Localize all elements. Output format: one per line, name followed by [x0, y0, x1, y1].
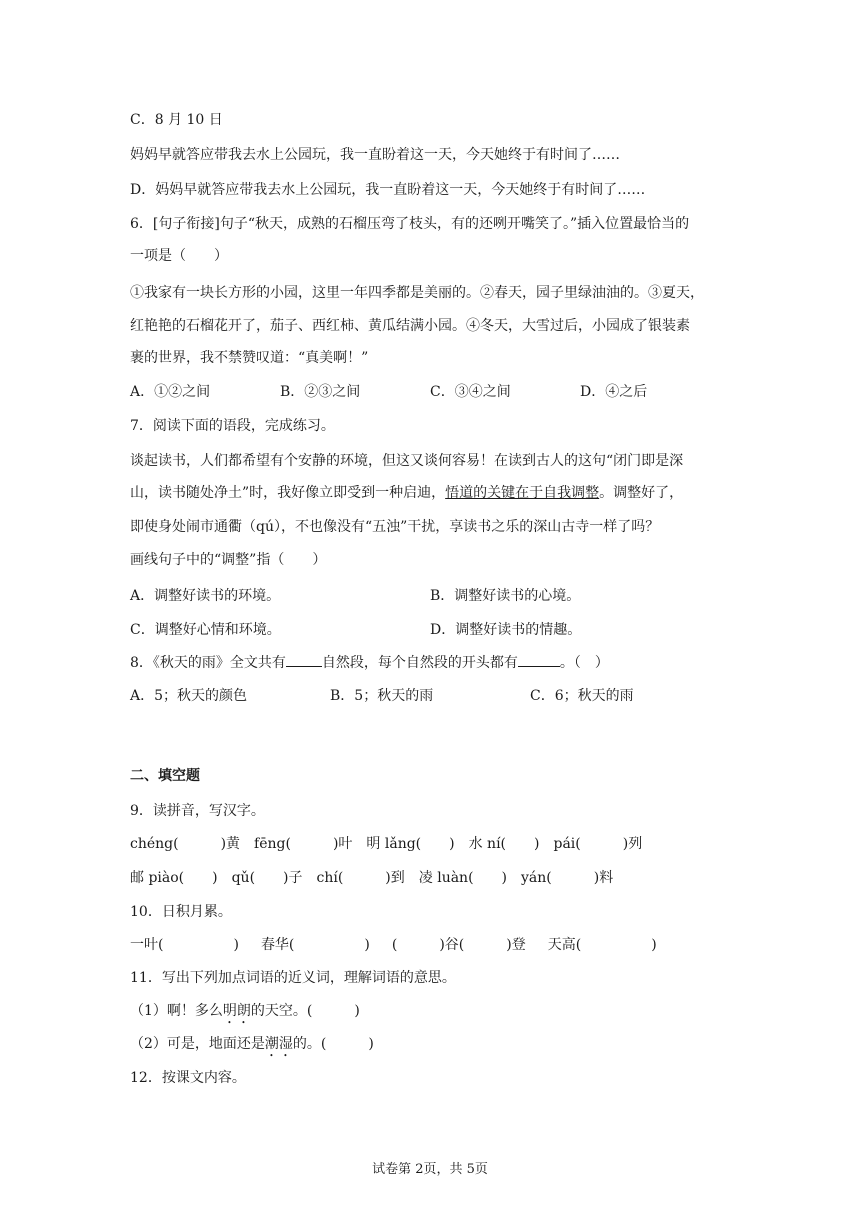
pinyin-item: yán( )料 [521, 870, 614, 886]
pinyin-item: pái( )列 [553, 836, 643, 852]
q6-stem-line2: 一项是（ ） [130, 248, 228, 264]
page-footer: 试卷第 2页，共 5页 [372, 1162, 488, 1177]
q7-option-b: B．调整好读书的心境。 [430, 588, 581, 604]
q6-passage-line1: ①我家有一块长方形的小园，这里一年四季都是美丽的。②春天，园子里绿油油的。③夏天， [130, 285, 704, 301]
pinyin-item: 邮 piào( ) [130, 870, 218, 886]
pinyin-item: qǔ( )子 [231, 870, 303, 886]
q8-option-b: B．5；秋天的雨 [330, 688, 434, 704]
pinyin-item: fēng( )叶 [254, 836, 353, 852]
q7-passage-line2-pre: 山，读书随处净土”时，我好像立即受到一种启迪， [130, 485, 446, 501]
q7-option-a: A．调整好读书的环境。 [130, 588, 281, 604]
q11-item1-pre: （1）啊！多么 [130, 1003, 223, 1019]
q8-stem [130, 652, 609, 673]
q11-stem: 11．写出下列加点词语的近义词，理解词语的意思。 [130, 970, 456, 986]
q7-stem: 7．阅读下面的语段，完成练习。 [130, 418, 335, 434]
q6-option-c: C．③④之间 [430, 384, 511, 400]
q7-passage-line2 [130, 483, 683, 503]
q11-item1 [130, 1001, 360, 1027]
q11-item2-pre: （2）可是，地面还是 [130, 1036, 265, 1052]
q7-question: 画线句子中的“调整”指（ ） [130, 552, 327, 568]
q10-items [130, 935, 671, 955]
pinyin-item: 明 lǎng( ) [366, 836, 455, 852]
pinyin-item: 水 ní( ) [468, 836, 540, 852]
pinyin-item: chéng( )黄 [130, 836, 241, 852]
q11-item1-post: 的天空。( ) [250, 1003, 360, 1019]
q11-dotted-word-2: 潮湿 [264, 1036, 293, 1052]
q6-passage-line2: 红艳艳的石榴花开了，茄子、西红柿、黄瓜结满小园。④冬天，大雪过后，小园成了银装素 [130, 318, 690, 334]
q7-passage-line1: 谈起读书，人们都希望有个安静的环境，但这又谈何容易！在读到古人的这句“闭门即是深 [130, 453, 684, 469]
q5-option-c-text: 妈妈早就答应带我去水上公园玩，我一直盼着这一天，今天她终于有时间了…… [130, 147, 620, 163]
q7-passage-line2-post: 。调整好了， [599, 485, 684, 501]
q12-stem: 12．按课文内容。 [130, 1070, 246, 1086]
q6-option-d: D．④之后 [580, 384, 648, 400]
q7-option-d: D．调整好读书的情趣。 [430, 622, 582, 638]
q6-option-a: A．①②之间 [130, 384, 211, 400]
q5-option-d: D．妈妈早就答应带我去水上公园玩，我一直盼着这一天，今天她终于有时间了…… [130, 182, 646, 198]
q6-option-b: B．②③之间 [280, 384, 361, 400]
q9-pinyin-row2 [130, 868, 627, 888]
q11-item2-post: 的。( ) [292, 1036, 374, 1052]
idiom-item: 一叶( ) [130, 937, 239, 953]
q11-item2 [130, 1034, 374, 1060]
q7-option-c: C．调整好心情和环境。 [130, 622, 281, 638]
q8-stem-post: 。（ ） [559, 655, 609, 671]
section-title-fill-in: 二、填空题 [130, 768, 200, 784]
q6-stem-line1: 6．[句子衔接]句子“秋天，成熟的石榴压弯了枝头，有的还咧开嘴笑了。”插入位置最恰当的 [130, 216, 690, 232]
q7-passage-line3: 即使身处闹市通衢（qú），不也像没有“五浊”干扰，享读书之乐的深山古寺一样了吗？ [130, 519, 660, 535]
q8-blank-1 [286, 652, 322, 667]
pinyin-item: chí( )到 [316, 870, 405, 886]
q9-pinyin-row1 [130, 834, 656, 854]
q8-option-c: C．6；秋天的雨 [530, 688, 634, 704]
q6-passage-line3: 裹的世界，我不禁赞叹道：“真美啊！” [130, 350, 369, 366]
q8-blank-2 [518, 652, 560, 667]
idiom-item: 天高( ) [547, 937, 657, 953]
q7-underlined-sentence: 悟道的关键在于自我调整 [445, 485, 600, 501]
q11-dotted-word-1: 明朗 [222, 1003, 251, 1019]
q10-stem: 10．日积月累。 [130, 904, 232, 920]
q8-option-a: A．5；秋天的颜色 [130, 688, 248, 704]
q8-stem-mid: 自然段，每个自然段的开头都有 [321, 655, 518, 671]
pinyin-item: 凌 luàn( ) [418, 870, 507, 886]
idiom-item: ( )谷( )登 [391, 937, 526, 953]
q9-stem: 9．读拼音，写汉字。 [130, 803, 265, 819]
q8-stem-pre: 8．《秋天的雨》全文共有 [130, 655, 286, 671]
q5-option-c: C．8 月 10 日 [130, 112, 223, 128]
idiom-item: 春华( ) [260, 937, 370, 953]
